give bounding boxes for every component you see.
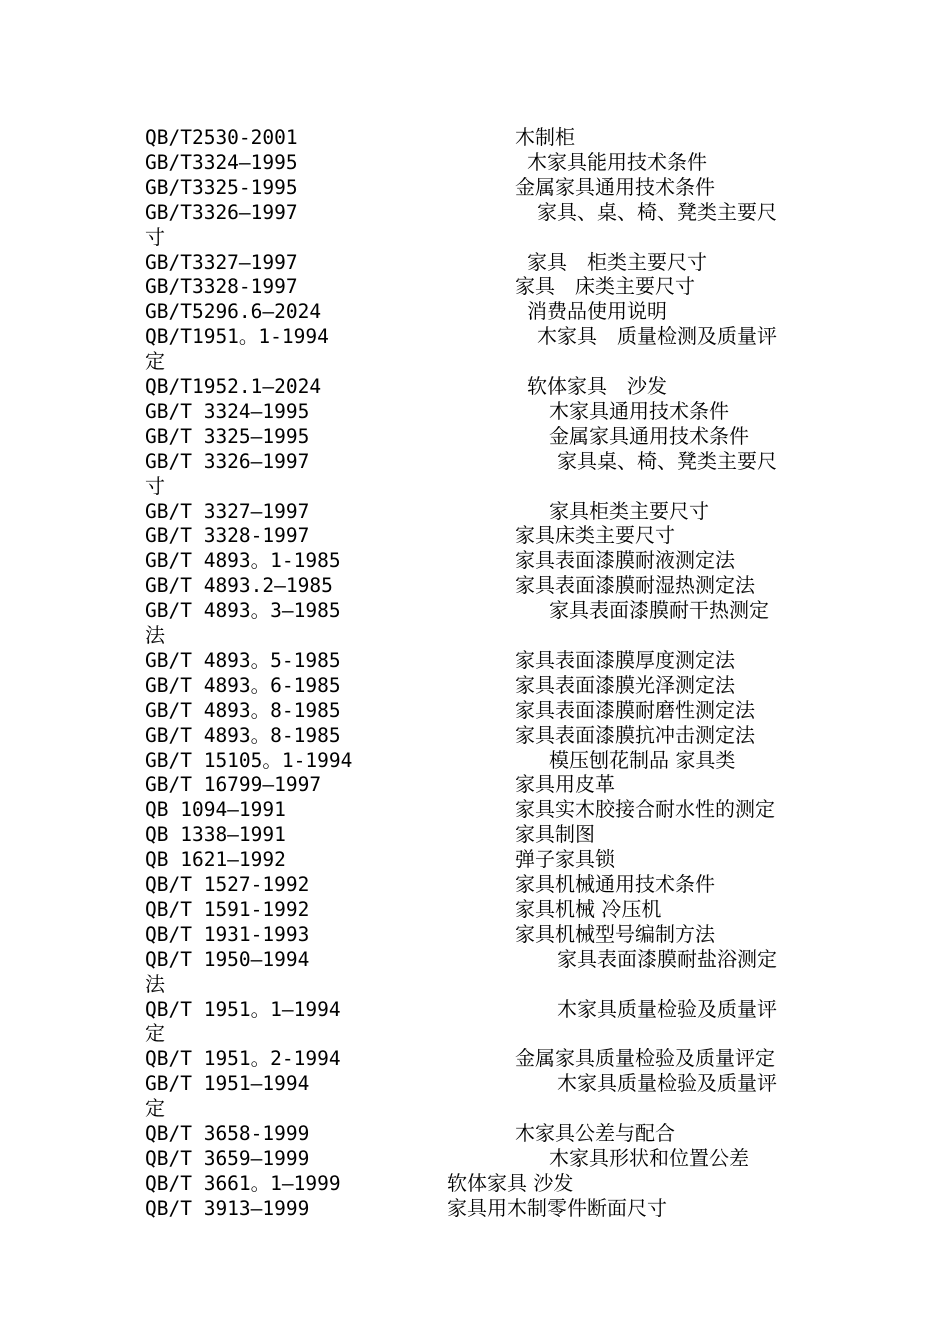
standard-entry [145,822,845,847]
standard-entry [145,449,845,474]
standard-title: 家具机械通用技术条件 [515,872,715,896]
standard-title: 家具、桌、椅、凳类主要尺 [537,199,777,224]
standard-code: GB/T 4893。8-1985 [145,698,341,722]
standard-title-continuation: 定 [145,349,165,374]
standard-code: GB/T 15105。1-1994 [145,748,353,772]
standard-entry [145,997,845,1022]
standard-entry [145,1071,845,1096]
standard-title: 软体家具 沙发 [447,1170,574,1195]
standard-code: GB/T 3328-1997 [145,524,310,548]
standard-title: 木家具能用技术条件 [527,149,707,174]
standard-code: GB/T 3325—1995 [145,424,310,448]
standard-entry [145,897,845,922]
standard-entry [145,922,845,947]
standard-code: GB/T 4893。1-1985 [145,549,341,573]
standard-entry [145,1046,845,1071]
standard-code: GB/T 3327—1997 [145,499,310,523]
standard-entry [145,523,845,548]
standard-code: GB/T 3324—1995 [145,399,310,423]
standard-title: 家具表面漆膜耐干热测定 [549,598,769,623]
standard-code: QB/T 1591-1992 [145,897,310,921]
standard-entry [145,797,845,822]
standard-entry [145,1146,845,1171]
standard-title: 木家具 质量检测及质量评 [537,324,777,349]
standard-code: QB/T 1527-1992 [145,873,310,896]
standard-entry [145,250,845,275]
standard-code: QB/T 1950—1994 [145,947,310,971]
standard-code: QB/T 3658-1999 [145,1122,310,1145]
standard-code: GB/T3325-1995 [145,175,298,199]
standard-code: GB/T 3326—1997 [145,449,310,473]
standard-title: 软体家具 沙发 [527,374,667,398]
standard-entry [145,150,845,175]
standard-code: GB/T 4893。3—1985 [145,599,341,623]
standard-code: QB/T 3661。1—1999 [145,1171,341,1195]
standard-title: 家具表面漆膜抗冲击测定法 [515,722,755,747]
standard-title: 木家具质量检验及质量评 [557,1071,777,1096]
standard-code: QB/T1952.1—2024 [145,375,322,398]
standard-title: 木家具通用技术条件 [549,398,729,423]
standard-title: 家具机械型号编制方法 [515,921,715,946]
standard-entry [145,723,845,748]
standard-code: GB/T5296.6—2024 [145,300,322,324]
standard-entry [145,299,845,324]
standard-title-continuation: 定 [145,1096,165,1121]
standard-title: 家具床类主要尺寸 [515,523,675,548]
standard-entry [145,872,845,897]
standard-code: QB/T 1951。2-1994 [145,1047,341,1071]
standard-entry [145,1196,845,1221]
standard-entry [145,499,845,524]
standard-title: 家具表面漆膜耐液测定法 [515,548,735,573]
standard-title: 木家具公差与配合 [515,1121,675,1145]
standard-code: GB/T3327—1997 [145,250,298,274]
standard-code: QB 1621—1992 [145,848,286,872]
standard-title-continuation: 法 [145,971,165,996]
standard-code: QB/T2530-2001 [145,126,298,149]
standard-title-continuation: 定 [145,1021,165,1046]
standard-entry [145,274,845,299]
standard-title: 家具实木胶接合耐水性的测定 [515,797,775,822]
standard-entry [145,598,845,623]
standard-entry [145,772,845,797]
standard-entry [145,648,845,673]
standard-entry [145,374,845,399]
standard-code: QB/T1951。1-1994 [145,325,329,349]
standard-title: 消费品使用说明 [527,299,667,324]
standard-title: 家具制图 [515,822,595,847]
standard-code: GB/T 4893。5-1985 [145,648,341,672]
standard-entry [145,125,845,150]
standard-title: 家具表面漆膜耐盐浴测定 [557,946,777,971]
standard-title: 金属家具通用技术条件 [549,423,749,448]
standard-entry [145,399,845,424]
standard-entry [145,1171,845,1196]
standard-code: GB/T 4893。8-1985 [145,723,341,747]
standard-code: GB/T3328-1997 [145,275,298,299]
standard-code: GB/T3326—1997 [145,200,298,224]
standard-entry [145,324,845,349]
standard-title: 模压刨花制品 家具类 [549,747,736,772]
standard-entry [145,1121,845,1146]
standard-title: 金属家具通用技术条件 [515,174,715,199]
standard-entry [145,748,845,773]
standard-title: 家具用木制零件断面尺寸 [447,1195,667,1220]
standard-title: 木家具形状和位置公差 [549,1145,749,1170]
standard-entry [145,947,845,972]
standard-title: 木制柜 [515,125,575,149]
standard-code: QB/T 3659—1999 [145,1146,310,1170]
standard-title: 金属家具质量检验及质量评定 [515,1046,775,1071]
standard-title: 家具用皮革 [515,772,615,797]
standard-code: QB/T 3913—1999 [145,1196,310,1220]
standard-title: 家具表面漆膜厚度测定法 [515,647,735,672]
standard-entry [145,673,845,698]
standard-title: 木家具质量检验及质量评 [557,996,777,1021]
standard-code: QB 1094—1991 [145,798,286,822]
standard-entry [145,424,845,449]
standard-code: GB/T 4893.2—1985 [145,574,333,598]
standard-code: GB/T 1951—1994 [145,1072,310,1096]
standard-title: 家具机械 冷压机 [515,896,662,921]
standard-entry [145,175,845,200]
standard-code: GB/T3324—1995 [145,150,298,174]
standard-entry [145,698,845,723]
standard-code: GB/T 16799—1997 [145,773,322,797]
standard-entry [145,847,845,872]
standard-title-continuation: 法 [145,623,165,647]
standard-code: QB/T 1951。1—1994 [145,997,341,1021]
standard-entry [145,548,845,573]
standard-entry [145,573,845,598]
standard-title-continuation: 寸 [145,224,165,249]
standard-code: QB 1338—1991 [145,823,286,847]
standard-title: 弹子家具锁 [515,847,615,872]
standard-title: 家具 床类主要尺寸 [515,274,695,299]
standard-title: 家具表面漆膜耐湿热测定法 [515,573,755,598]
standard-title-continuation: 寸 [145,473,165,498]
standard-title: 家具表面漆膜耐磨性测定法 [515,697,755,722]
standard-title: 家具表面漆膜光泽测定法 [515,672,735,697]
standard-code: QB/T 1931-1993 [145,922,310,946]
standard-code: GB/T 4893。6-1985 [145,673,341,697]
standard-title: 家具柜类主要尺寸 [549,498,709,523]
standard-title: 家具桌、椅、凳类主要尺 [557,448,777,473]
standard-title: 家具 柜类主要尺寸 [527,249,707,274]
standard-entry [145,200,845,225]
